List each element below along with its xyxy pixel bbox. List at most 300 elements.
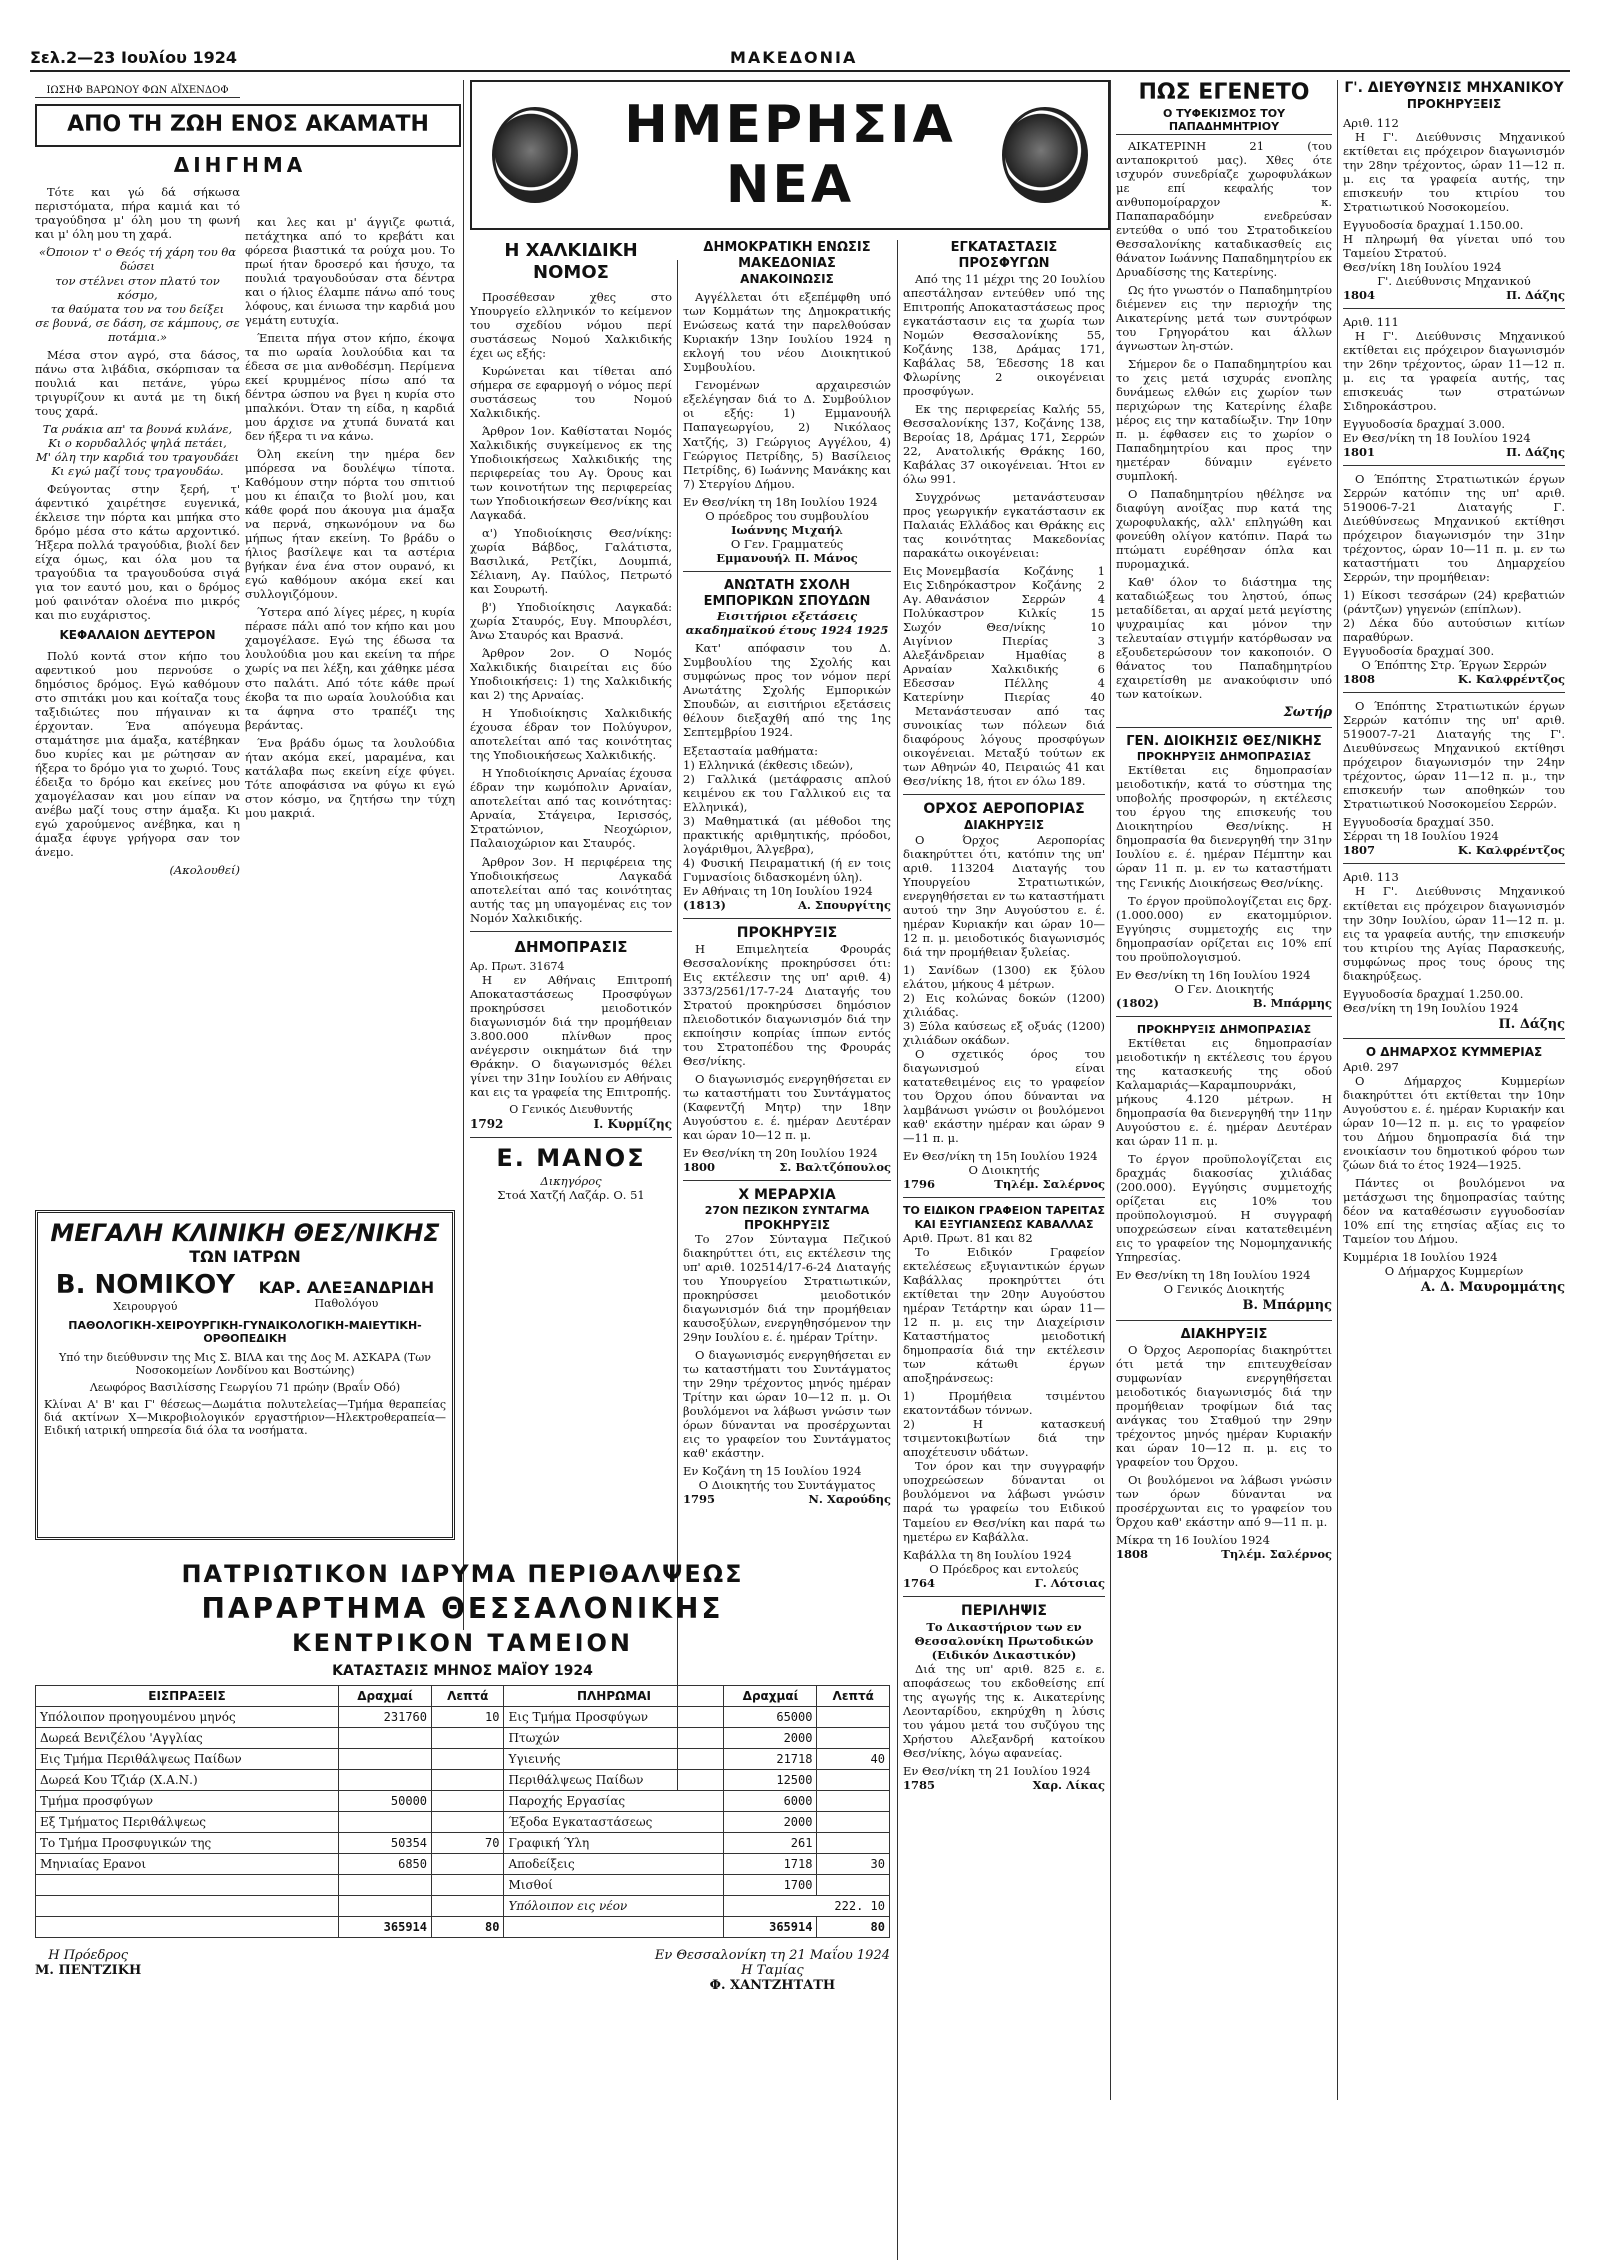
table-cell: 6000 (724, 1791, 817, 1812)
byline: ΙΩΣΗΦ ΒΑΡΩΝΟΥ ΦΩΝ ΑΪΧΕΝΔΟΦ (35, 85, 240, 98)
notice-number: Αρ. Πρωτ. 31674 (470, 959, 565, 973)
table-cell (817, 1833, 890, 1854)
signatory: Τηλέμ. Σαλέρνος (1221, 1547, 1332, 1562)
settlement-cell: Πιερίας (1002, 634, 1049, 649)
col-header: ΕΙΣΠΡΑΞΕΙΣ (36, 1686, 339, 1707)
article-paragraph: Άρθρον 2ον. Ο Νομός Χαλκιδικής διαιρείται εις δύο Υποδιοικήσεις: 1) της Χαλκιδικής και 2) της Αρναίας. (470, 646, 672, 703)
notice-date: Εν Θεσ/νίκη τη 20η Ιουλίου 1924 (683, 1145, 878, 1160)
notice-paragraph: Το έργον προϋπολογίζεται εις δραχμάς διακοσίας χιλιάδας (200.000). Εγγύησις συμμετοχής ορίζεται εις 10% του προϋπολογισμού. Η συγγραφή υποχρεώσεων είναι κατατεθειμένη εις το γραφείον της Νομομηχανικής Υπηρεσίας. (1116, 1152, 1332, 1265)
exam-subject: 1) Ελληνικά (έκθεσις ιδεών), (683, 757, 854, 772)
notice-date: Μίκρα τη 16 Ιουλίου 1924 (1116, 1533, 1270, 1548)
column-7 (1343, 80, 1565, 1302)
exam-subject: 3) Μαθηματικά (αι μέθοδοι της πρακτικής αριθμητικής, πρόοδοι, λογάριθμοι, Άλγεβρα), (683, 813, 891, 856)
notice-payment: Η πληρωμή θα γίνεται υπό του Ταμείου Στρατού. (1343, 231, 1565, 260)
report-table (35, 1685, 890, 1938)
table-cell (432, 1749, 504, 1770)
notice-deposit: Εγγυοδοσία δραχμαί 1.250.00. (1343, 986, 1524, 1001)
poem-line: Τα ρυάκια απ' τα βουνά κυλάνε, (42, 421, 233, 436)
notice-item: 1) Είκοσι τεσσάρων (24) κρεβατιών (ράντζων) γηγενών (επίπλων). (1343, 588, 1565, 617)
notice-paragraph: Ο Όρχος Αεροπορίας διακηρύττει ότι μετά την επιτευχθείσαν συμφωνίαν ενεργηθήσεται μειοδοτικός διαγωνισμός διά την προμήθειαν τροφίμων διά τας ανάγκας του Σταθμού την 29ην τρέχοντος μηνός ημέραν Κυριακήν και ώραν 10—12 π. μ. εις το γραφείον του Όρχου. (1116, 1343, 1332, 1470)
table-cell (339, 1812, 432, 1833)
divider (683, 1180, 891, 1181)
doctor-specialty: Παθολόγου (314, 1297, 379, 1310)
total-payments: 365914 (724, 1917, 817, 1938)
notice-paragraph: Ο Έπόπτης Στρατιωτικών έργων Σερρών κατόπιν της υπ' αριθ. 519006-7-21 Διαταγής Γ. Διεύθύνσεως Μηχανικού εκτίθησι πρόχειρον διαγωνισμόν την 31ην τρέχοντος, ώραν 10—11 π. μ. εν τω καταστήματι του Δημαρχείου Σερρών, την προμήθειαν: (1343, 472, 1565, 585)
notice-subtitle: ΠΡΟΚΗΡΥΞΕΙΣ (1406, 97, 1502, 112)
settlement-cell: Αιγίνιον (903, 634, 953, 649)
coin-emblem (492, 107, 578, 203)
col-header: Λεπτά (817, 1686, 890, 1707)
table-cell (432, 1791, 504, 1812)
poem-line: σε βουνά, σε δάση, σε κάμπους, σε ποτάμια.» (35, 315, 240, 344)
notice-subtitle: ΔΙΑΚΗΡΥΞΙΣ (963, 818, 1045, 833)
notice-title: ΓΕΝ. ΔΙΟΙΚΗΣΙΣ ΘΕΣ/ΝΙΚΗΣ (1126, 734, 1322, 750)
table-cell: Δωρεά Κου Τζιάρ (Χ.Α.Ν.) (36, 1770, 339, 1791)
table-cell: 70 (432, 1833, 504, 1854)
exam-subject: Εξετασταία μαθήματα: (683, 743, 819, 758)
coin-emblem (1002, 107, 1088, 203)
notice-title: ΕΓΚΑΤΑΣΤΑΣΙΣ ΠΡΟΣΦΥΓΩΝ (950, 240, 1058, 271)
notice-paragraph: Η Γ'. Διεύθυνσις Μηχανικού εκτίθεται εις πρόχειρον διαγωνισμόν την 30ην Ιουλίου, ώραν 11—12 π. μ. εις τα γραφεία αυτής, την επισκευήν του κτιρίου της Αγίας Παρασκευής, συμφώνως προς τους όρους της διακηρύξεως. (1343, 884, 1565, 983)
divider (1343, 465, 1565, 466)
column-6 (1116, 80, 1332, 1561)
story-paragraph: Όλη εκείνη την ημέρα δεν μπόρεσα να δουλέψω τίποτα. Καθόμουν στην πόρτα του σπιτιού μου κι έπαιζα το βιολί μου, και κάθε φορά που άκουγα μια άμαξα να περνά, σηκωνόμουν να δω μήπως ήταν εκείνη. Το βράδυ ο ήλιος βασίλεψε και τα αστέρια βγήκαν ένα ένα στον ουρανό, κι εγώ καθόμουν ακόμα εκεί και συλλογιζόμουν. (245, 447, 455, 602)
table-cell: 50354 (339, 1833, 432, 1854)
notice-paragraph: Οι βουλόμενοι να λάβωσι γνώσιν των όρων δύνανται να προσέρχωνται εις το γραφείον του Όρχου καθ' εκάστην από 9—11 π. μ. (1116, 1473, 1332, 1530)
notice-paragraph: Ο διαγωνισμός ενεργηθήσεται εν τω καταστήματι του Συντάγματος την 29ην τρέχοντος μηνός ημέραν Τρίτην και ώραν 10—12 π. μ. Οι βουλόμενοι να λάβωσι γνώσιν των όρων δύνανται να προσέρχωνται εις το γραφείον του Συντάγματος καθ' εκάστην. (683, 1348, 891, 1461)
settlement-row (903, 578, 1105, 592)
table-row (36, 1770, 890, 1791)
article-subtitle: Ο ΤΥΦΕΚΙΣΜΟΣ ΤΟΥ ΠΑΠΑΔΗΜΗΤΡΙΟΥ (1116, 107, 1332, 135)
table-cell: 10 (432, 1707, 504, 1728)
notice-date: Εν Αθήναις τη 10η Ιουλίου 1924 (683, 883, 873, 898)
notice-subtitle: 27ΟΝ ΠΕΖΙΚΟΝ ΣΥΝΤΑΓΜΑ (704, 1204, 870, 1218)
table-cell: Τμήμα προσφύγων (36, 1791, 339, 1812)
settlement-cell: 15 (1090, 606, 1105, 621)
settlement-list (903, 564, 1105, 704)
settlement-row (903, 592, 1105, 606)
lawyer-name: Ε. ΜΑΝΟΣ (496, 1144, 646, 1173)
notice-date: Σέρραι τη 18 Ιουλίου 1924 (1343, 829, 1499, 844)
balance-value: 222. 10 (724, 1896, 890, 1917)
table-row (36, 1854, 890, 1875)
table-cell: Πτωχών (504, 1728, 724, 1749)
story-paragraph: Τότε και γώ δά σήκωσα περιστόματα, πήρα καμιά και τό τραγούδησα μ' όλη μου τη φωνή και μ' όλη μου τη χαρά. (35, 185, 240, 242)
notice-paragraph: Διά της υπ' αριθ. 825 ε. ε. αποφάσεως του εκδοθείσης επί της αγωγής της κ. Αικατερίνης Λεονταρίδου, εκηρύχθη η λύσις του γάμου μετά του συζύγου της Χρήστου Αλεξανδρή κατοίκου Θεσ/νίκης, λόγω αφανείας. (903, 1661, 1105, 1760)
settlement-cell: Πολύκαστρον (903, 606, 985, 621)
signatory: Β. Μπάρμης (1242, 1298, 1332, 1314)
table-cell: Εις Τμήμα Προσφύγων (504, 1707, 724, 1728)
signatory: Α. Δ. Μαυρομμάτης (1420, 1280, 1565, 1296)
notice-title: ΑΝΩΤΑΤΗ ΣΧΟΛΗ ΕΜΠΟΡΙΚΩΝ ΣΠΟΥΔΩΝ (703, 577, 871, 609)
clinic-subtitle: ΤΩΝ ΙΑΤΡΩΝ (189, 1247, 301, 1266)
poem-line: Μ' όλη την καρδιά του τραγουδάει (35, 449, 240, 464)
notice-ref: 1808 (1116, 1547, 1149, 1562)
notice-paragraph: Μετανάστευσαν από τας συνοικίας των πόλεων διά διαφόρους λόγους προσφύγων οικογένειαι. Μεταξύ τούτων εκ των Αθηνών 40, Πειραιώς 41 και Θεσ/νίκης 18, ήτοι εν όλω 189. (903, 704, 1105, 789)
foundation-report (35, 1560, 890, 1993)
notice-item: 1) Προμήθεια τσιμέντου εκατοντάδων τόννων. (903, 1389, 1105, 1418)
notice-ref: 1807 (1343, 843, 1376, 858)
settlement-cell: Θεσ/νίκης (986, 620, 1046, 635)
table-cell: Υγιεινής (504, 1749, 724, 1770)
signatory: Ιωάννης Μιχαήλ (731, 522, 843, 537)
notice-paragraph: Η Γ'. Διεύθυνσις Μηχανικού εκτίθεται εις πρόχειρον διαγωνισμόν την 28ην τρέχοντος, ώραν 11—12 π. μ. εις τα γραφεία αυτής, την επισκευήν του κτιρίου του Στρατιωτικού Νοσοκομείου. (1343, 129, 1565, 214)
notice-subtitle: ΠΡΟΚΗΡΥΞΙΣ ΔΗΜΟΠΡΑΣΙΑΣ (1136, 749, 1312, 763)
notice-paragraph: Αγγέλλεται ότι εξεπέμφθη υπό των Κομμάτων της Δημοκρατικής Ενώσεως κατά την παρελθούσαν Κυριακήν 13ην Ιουλίου 1924 η εκλογή του νέου Διοικητικού Συμβουλίου. (683, 290, 891, 375)
divider (903, 794, 1105, 795)
article-paragraph: Καθ' όλον το διάστημα της καταδιώξεως του ληστού, όπως μεταδίδεται, αι αρχαί μετά μεγίστης ψυχραιμίας και μόνον την τελευταίαν στιγμήν κατόρθωσαν να εξουδετερώσουν τον κακοποιόν. Ο θάνατος του Παπαδημητρίου εχαιρετίσθη με ανακούφισιν υπό των κατοίκων. (1116, 575, 1332, 702)
notice-item: 2) Δέκα δύο αυτούσιων κιτίων παραθύρων. (1343, 616, 1565, 645)
signature-label: Ο Γεν. Γραμματεύς (730, 536, 844, 551)
notice-date: Εν Κοζάνη τη 15 Ιουλίου 1924 (683, 1464, 862, 1479)
signature-label: Ο Γεν. Διοικητής (1174, 981, 1274, 996)
notice-paragraph: Η Επιμελητεία Φρουράς Θεσσαλονίκης προκηρύσσει ότι: Εις εκτέλεσιν της υπ' αριθ. 4) 3373/2561/17-7-24 Διαταγής του Στρατού προκηρύσσει δημόσιον πλειοδοτικόν διαγωνισμόν διά την εκποίησιν κοπρίας ίππων εντός του Στρατοπέδου της Φρουράς Θεσ/νίκης. (683, 941, 891, 1068)
clinic-advertisement (35, 1210, 455, 1540)
table-cell (817, 1875, 890, 1896)
notice-deposit: Εγγυοδοσία δραχμαί 3.000. (1343, 417, 1506, 432)
signatory: Εμμανουήλ Π. Μάνος (716, 550, 858, 565)
col-header: Λεπτά (432, 1686, 504, 1707)
signatory: Α. Σπουργίτης (797, 897, 891, 912)
settlement-cell: Αγ. Αθανάσιον (903, 592, 990, 607)
exam-subject: 2) Γαλλικά (μετάφρασις απλού κειμένου εκ του Γαλλικού εις τα Ελληνικά), (683, 771, 891, 814)
notice-paragraph: Ο Δήμαρχος Κυμμερίων διακηρύττει ότι εκτίθεται την 10ην Αυγούστου ε. έ. ημέραν Κυριακήν και ώραν 10—12 π. μ. εις το γραφείον του Δήμου δημοπρασία διά την ενοικίασιν του δημοτικού φόρου των ζώων διά το έτος 1924—1925. (1343, 1074, 1565, 1173)
signatory: Β. Μπάρμης (1252, 995, 1332, 1010)
signatory: Π. Δάζης (1498, 1016, 1565, 1032)
notice-ref: 1796 (903, 1177, 936, 1192)
signature-label: Ο Δήμαρχος Κυμμερίων (1384, 1264, 1524, 1279)
notice-ref: (1802) (1116, 995, 1159, 1010)
column-5 (903, 240, 1105, 1792)
settlement-cell: Εδεσσαν (903, 676, 955, 691)
table-cell: 2000 (724, 1812, 817, 1833)
poem (35, 245, 240, 343)
table-cell: 50000 (339, 1791, 432, 1812)
settlement-row (903, 634, 1105, 648)
settlement-cell: 4 (1097, 592, 1105, 607)
notice-subtitle: Εισιτήριοι εξετάσεις ακαδημαϊκού έτους 1924 1925 (685, 609, 889, 638)
table-cell: Γραφική Ύλη (504, 1833, 724, 1854)
settlement-cell: Χαλκιδικής (991, 662, 1059, 677)
table-cell (432, 1770, 504, 1791)
poem (35, 422, 240, 478)
settlement-row (903, 648, 1105, 662)
notice-paragraph: Εκ της περιφερείας Καλής 55, Θεσσαλονίκης 137, Κοζάνης 138, Βεροίας 18, Δράμας 171, Σερρών 22, Ανατολικής Θράκης 160, Καβάλας 37 οικογένειαι. Ήτοι εν όλω 991. (903, 401, 1105, 486)
total-receipts: 365914 (339, 1917, 432, 1938)
clinic-note: Υπό την διεύθυνσιν της Μις Σ. ΒΙΛΑ και της Δος Μ. ΑΣΚΑΡΑ (Των Νοσοκομείων Λονδίνου και Βοστώνης) (59, 1351, 431, 1377)
settlement-row (903, 564, 1105, 578)
settlement-cell: Σερρών (1021, 592, 1066, 607)
column-rule (463, 80, 464, 1630)
table-row (36, 1707, 890, 1728)
notice-title: ΠΡΟΚΗΡΥΞΙΣ (736, 924, 838, 941)
settlement-cell: 10 (1090, 620, 1105, 635)
notice-ref: 1785 (903, 1777, 936, 1792)
signatory: Χαρ. Λίκας (1032, 1777, 1105, 1792)
column-3 (470, 240, 672, 1202)
table-cell: 1718 (724, 1854, 817, 1875)
divider (1343, 692, 1565, 693)
poem-line: Κι εγώ μαζί τους τραγουδάω. (51, 463, 224, 478)
settlement-cell: Σωχόν (903, 620, 942, 635)
table-cell: Υπόλοιπον προηγουμένου μηνός (36, 1707, 339, 1728)
notice-signatory: Ι. Κυρμίζης (593, 1116, 672, 1131)
article-paragraph: Ως ήτο γνωστόν ο Παπαδημητρίου διέμενεν εις την περιοχήν της Αικατερίνης μετά των συντρόφων του Γρηγοράτου και άλλων άγνωστων λη-στών. (1116, 282, 1332, 353)
notice-paragraph: Η Γ'. Διεύθυνσις Μηχανικού εκτίθεται εις πρόχειρον διαγωνισμόν την 26ην τρέχοντος, ώραν 11—12 π. μ. εις τα γραφεία αυτής, τας επισκευάς των στρατώνων Σιδηροκάστρου. (1343, 328, 1565, 413)
table-cell: Έξοδα Εγκαταστάσεως (504, 1812, 724, 1833)
notice-paragraph: Το έργον προϋπολογίζεται εις δρχ. (1.000.000) εν εκατομμύριον. Εγγύησις συμμετοχής εις την δημοπρασίαν ορίζεται εις 10% επί του προϋπολογισμού. (1116, 893, 1332, 964)
poem-line: τα θαύματα του να του δείξει (50, 301, 225, 316)
notice-number: Αριθ. 112 (1343, 115, 1399, 130)
settlement-cell: Εις Σιδηρόκαστρον (903, 578, 1016, 593)
article-author: Σωτήρ (1283, 705, 1332, 721)
notice-date: Εν Θεσ/νίκη τη 15η Ιουλίου 1924 (903, 1149, 1098, 1164)
notice-paragraph: Ο διαγωνισμός ενεργηθήσεται εν τω καταστήματι του Συντάγματος (Καφεντζή Μητρ) την 18ην Αυγούστου ε. έ. ημέραν Δευτέραν και ώραν 10—12 π. μ. (683, 1071, 891, 1142)
divider (683, 918, 891, 919)
notice-item: 1) Σανίδων (1300) εκ ξύλου ελάτου, μήκους 4 μέτρων. (903, 963, 1105, 992)
notice-date: Κυμμέρια 18 Ιουλίου 1924 (1343, 1250, 1498, 1265)
signature-label: Ο Διοικητής (968, 1163, 1040, 1178)
table-cell: 12500 (724, 1770, 817, 1791)
newspaper-name: ΜΑΚΕΔΟΝΙΑ (730, 48, 858, 67)
table-cell: Περιθάλψεως Παίδων (504, 1770, 724, 1791)
notice-paragraph: Το Ειδικόν Γραφείον εκτελέσεως εξυγιαντικών έργων Καβάλλας προκηρύττει ότι εκτίθεται την 20ην Αυγούστου ημέραν Τετάρτην και ώραν 11—12 π. μ. εις την Διαχείρισιν Καταστήματος μειοδοτική δημοπρασία διά την εκτέλεσιν των κάτωθι έργων αποξηράνσεως: (903, 1245, 1105, 1386)
settlement-row (903, 676, 1105, 690)
signatory: Κ. Καλφρέντζος (1457, 672, 1565, 687)
table-cell: 21718 (724, 1749, 817, 1770)
signatory: Γ. Λότσιας (1034, 1575, 1105, 1590)
table-cell (36, 1875, 339, 1896)
divider (1116, 727, 1332, 728)
column-4 (683, 240, 891, 1506)
table-cell (339, 1749, 432, 1770)
notice-title: Χ ΜΕΡΑΡΧΙΑ (738, 1187, 836, 1204)
poem-line: Κι ο κορυδαλλός ψηλά πετάει, (48, 435, 227, 450)
signature-label: Ο Γενικός Διοικητής (1163, 1282, 1285, 1297)
article-paragraph: Προσέθεσαν χθες στο Υπουργείο ελληνικόν το κείμενον του σχεδίου νόμου περί συστάσεως Νομού Χαλκιδικής έχει ως εξής: (470, 289, 672, 360)
table-cell (432, 1875, 504, 1896)
divider (1343, 308, 1565, 309)
story-paragraph: Ένα βράδυ όμως τα λουλούδια ήταν ακόμα εκεί, μαραμένα, και κατάλαβα πως εκείνη είχε φύγει. Τότε αποφάσισα να φύγω κι εγώ στον κόσμο, να ζητήσω την τύχη μου μακριά. (245, 735, 455, 820)
story-paragraph: Φεύγοντας στην ξερή, τ' άφεντικό χαιρέτησε ευγενικά, έκλεισε την πόρτα και μπήκα στο δρόμο μέσα στο κάτω αρχοντικό. Ήξερα πολλά τραγούδια, βιολί δεν είχα όμως, και όλα μου τα τραγούδια τα τραγουδούσα σιγά για τον εαυτό μου, και ο δρόμος μού φαινόταν ολοένα πιο μικρός και πιο ευχάριστος. (35, 481, 240, 622)
report-heading: ΚΑΤΑΣΤΑΣΙΣ ΜΗΝΟΣ ΜΑΪΟΥ 1924 (332, 1663, 593, 1679)
notice-ref: 1800 (683, 1160, 716, 1174)
clinic-address: Λεωφόρος Βασιλίσσης Γεωργίου 71 πρώην (Βραΐν Οδό) (89, 1381, 401, 1394)
settlement-cell: 40 (1090, 690, 1105, 705)
article-paragraph: Κυρώνεται και τίθεται από σήμερα σε εφαρμογή ο νόμος περί συστάσεως του Νομού Χαλκιδικής. (470, 363, 672, 421)
notice-deposit: Εγγυοδοσία δραχμαί 1.150.00. (1343, 217, 1524, 232)
divider (1343, 1038, 1565, 1039)
article-paragraph: Άρθρον 1ον. Καθίσταται Νομός Χαλκιδικής συγκείμενος εκ της Υποδιοικήσεως Χαλκιδικής της περιφερείας του Αγ. Όρους και των κοινοτήτων της περιφερείας των Υποδιοικήσεων Θεσ/νίκης και Λαγκαδά. (470, 424, 672, 523)
column-rule (1337, 80, 1338, 2100)
notice-number: Αριθ. 113 (1343, 870, 1399, 885)
settlement-row (903, 690, 1105, 704)
notice-number: Αριθ. 297 (1343, 1060, 1399, 1075)
notice-title: ΔΙΑΚΗΡΥΞΙΣ (1180, 1327, 1268, 1343)
notice-date: Εν Θεσ/νίκη τη 18 Ιουλίου 1924 (1343, 431, 1531, 446)
article-paragraph: Άρθρον 3ον. Η περιφέρεια της Υποδιοικήσεως Λαγκαδά αποτελείται από τας κοινότητας αυτής τας μη υπαγομένας εις τον Νομόν Χαλκιδικής. (470, 854, 672, 925)
settlement-cell: 3 (1097, 634, 1105, 649)
table-row (36, 1812, 890, 1833)
notice-number: Αριθ. 111 (1343, 314, 1399, 329)
table-cell (432, 1812, 504, 1833)
daily-news-masthead (470, 80, 1110, 230)
table-cell (817, 1707, 890, 1728)
poem-line: «Όποιον τ' ο Θεός τή χάρη του θα δώσει (38, 245, 237, 274)
divider (683, 571, 891, 572)
table-cell (817, 1728, 890, 1749)
notice-deposit: Εγγυοδοσία δραχμαί 350. (1343, 815, 1495, 830)
lawyer-profession: Δικηγόρος (540, 1173, 602, 1188)
notice-title: ΔΗΜΟΠΡΑΣΙΣ (514, 937, 628, 956)
total-payments-cents: 80 (817, 1917, 890, 1938)
notice-title: ΔΗΜΟΚΡΑΤΙΚΗ ΕΝΩΣΙΣ ΜΑΚΕΔΟΝΙΑΣ (703, 240, 871, 271)
settlement-cell: Αρναίαν (903, 662, 953, 677)
notice-date: Εν Θεσ/νίκη τη 18η Ιουλίου 1924 (1116, 1268, 1311, 1283)
lawyer-address: Στοά Χατζή Λαζάρ. Ο. 51 (497, 1187, 645, 1202)
article-title: ΠΩΣ ΕΓΕΝΕΤΟ (1138, 80, 1310, 105)
notice-item: 3) Ξύλα καύσεως εξ οξυάς (1200) χιλιάδων οκάδων. (903, 1019, 1105, 1048)
signature-label: Ο Έπόπτης Στρ. Έργων Σερρών (1361, 658, 1547, 673)
divider (470, 1137, 672, 1138)
president-name: Μ. ΠΕΝΤΖΙΚΗ (35, 1963, 142, 1978)
table-row (36, 1791, 890, 1812)
table-cell: Μισθοί (504, 1875, 724, 1896)
clinic-title: ΜΕΓΑΛΗ ΚΛΙΝΙΚΗ ΘΕΣ/ΝΙΚΗΣ (50, 1219, 440, 1247)
table-cell: Μηνιαίας Ερανοι (36, 1854, 339, 1875)
signatory: Π. Δάζης (1506, 287, 1565, 302)
signature-label: Ο Πρόεδρος και εντολεύς (929, 1561, 1079, 1576)
notice-date: Θεσ/νίκη τη 19η Ιουλίου 1924 (1343, 1000, 1519, 1015)
notice-subtitle: ΑΝΑΚΟΙΝΩΣΙΣ (740, 271, 834, 286)
story-paragraph: Πολύ κοντά στον κήπο του αφεντικού μου περνούσε ο δημόσιος δρόμος. Εγώ καθόμουν στο σπιτάκι μου και κοίταζα τους ταξιδιώτες που πήγαιναν κι έρχονταν. Ένα απόγευμα σταμάτησε μια άμαξα, κατέβηκαν δυο κυρίες και με ρώτησαν αν ήξερα το δρόμο για το χωριό. Τους έδειξα το δρόμο και εκείνες μου χαμογέλασαν και μου είπαν να ανέβω μαζί τους στην άμαξα. Κι εγώ χαρούμενος ανέβηκα, και η άμαξα έφυγε γρήγορα σαν τον άνεμο. (35, 648, 240, 859)
notice-paragraph: Τον όρον και την συγγραφήν υποχρεώσεων δύνανται οι βουλόμενοι να λάβωσι γνώσιν παρά τω γραφείω του Ειδικού Ταμείου εν Θεσ/νίκη και παρά τω ημετέρω εν Καβάλλα. (903, 1459, 1105, 1544)
exam-subject: 4) Φυσική Πειραματική (ή εν τοις Γυμνασίοις διδασκομένη ύλη). (683, 855, 891, 884)
notice-date: Εν Θεσ/νίκη τη 21 Ιουλίου 1924 (903, 1763, 1091, 1778)
settlement-cell: 1 (1097, 564, 1105, 579)
settlement-cell: 2 (1097, 578, 1105, 593)
settlement-cell: Εις Μονεμβασία (903, 564, 1000, 579)
table-cell: 261 (724, 1833, 817, 1854)
settlement-cell: 6 (1097, 662, 1105, 677)
notice-date: Εν Θεσ/νίκη τη 18η Ιουλίου 1924 (683, 494, 878, 509)
column-rule (897, 240, 898, 2260)
foundation-branch: ΠΑΡΑΡΤΗΜΑ ΘΕΣΣΑΛΟΝΙΚΗΣ (201, 1592, 724, 1625)
treasurer-label: Η Ταμίας (741, 1963, 804, 1978)
clinic-rooms: Κλίναι Α' Β' και Γ' θέσεως—Δωμάτια πολυτελείας—Τμήμα θεραπείας διά ακτίνων Χ—Μικροβιολογικόν εργαστήριον—Ηλεκτροθεραπεία—Ειδική ιατρική υπηρεσία διά όλα τα νοσήματα. (44, 1398, 446, 1437)
settlement-cell: Κοζάνης (1031, 578, 1082, 593)
notice-paragraph: Εκτίθεται εις δημοπρασίαν μειοδοτικήν, κατά το σύστημα της υποβολής προσφορών, η εκτέλεσις του έργου της επισκευής του Διοικητηρίου Θεσ/νίκης. Η δημοπρασία θα διενεργηθή την 31ην Ιουλίου ε. έ. ημέραν Πέμπτην και ώραν 11 π. μ. εν τω καταστήματι της Γενικής Διοικήσεως Θεσ/νίκης. (1116, 763, 1332, 890)
exam-subjects (683, 744, 891, 884)
settlement-cell: 8 (1097, 648, 1105, 663)
notice-date: Εν Θεσ/νίκη τη 16η Ιουλίου 1924 (1116, 967, 1311, 982)
article-paragraph: Η Υποδιοίκησις Χαλκιδικής έχουσα έδραν τον Πολύγυρον, αποτελείται από τας κοινότητας της Υποδιοικήσεως Χαλκιδικής. (470, 706, 672, 763)
divider (1343, 863, 1565, 864)
notice-number: Αριθ. Πρωτ. 81 και 82 (903, 1231, 1033, 1246)
settlement-cell: Κιλκίς (1017, 606, 1057, 621)
to-be-continued: (Ακολουθεί) (169, 862, 240, 877)
table-cell: 65000 (724, 1707, 817, 1728)
article-paragraph: Η Υποδιοίκησις Αρναίας έχουσα έδραν την κωμόπολιν Αρναίαν, αποτελείται από τας κοινότητας: Αρναία, Στάγειρα, Ιερισσός, Στρατώνιον, Νεοχώριον, Παλαιοχώριον και Σταυρός. (470, 766, 672, 851)
table-cell: 231760 (339, 1707, 432, 1728)
balance-label: Υπόλοιπον εις νέον (504, 1896, 724, 1917)
table-cell: Εις Τμήμα Περιθάλψεως Παίδων (36, 1749, 339, 1770)
divider (903, 1197, 1105, 1198)
signatory: Κ. Καλφρέντζος (1457, 843, 1565, 858)
notice-paragraph: Ο Όρχος Αεροπορίας διακηρύττει ότι, κατόπιν της υπ' αριθ. 113204 Διαταγής του Υπουργείου Στρατιωτικών, ενεργηθήσεται εν τω καταστήματι αυτού την 3ην Αυγούστου ε. έ. ημέραν Κυριακήν και ώραν 10—12 π. μ. μειοδοτικός διαγωνισμός διά την προμήθειαν ξυλείας. (903, 832, 1105, 960)
table-cell: Αποδείξεις (504, 1854, 724, 1875)
table-cell (817, 1770, 890, 1791)
treasurer-name: Φ. ΧΑΝΤΖΗΤΑΤΗ (709, 1978, 836, 1993)
notice-ref: 1804 (1343, 287, 1376, 302)
settlement-cell: Αλεξάνδρειαν (903, 648, 985, 663)
divider (903, 1596, 1105, 1597)
signatory: Π. Δάζης (1506, 445, 1565, 460)
settlement-cell: Κοζάνης (1023, 564, 1074, 579)
divider (1116, 1320, 1332, 1321)
column-rule (1110, 80, 1111, 2100)
table-cell (817, 1791, 890, 1812)
col-header: Δραχμαί (339, 1686, 432, 1707)
notice-ref: 1808 (1343, 672, 1376, 687)
table-cell: 2000 (724, 1728, 817, 1749)
notice-signature-label: Ο Γενικός Διευθυντής (509, 1103, 633, 1117)
table-cell: Το Τμήμα Προσφυγικών της (36, 1833, 339, 1854)
story-genre: ΔΙΗΓΗΜΑ (173, 153, 307, 178)
foundation-title: ΠΑΤΡΙΩΤΙΚΟΝ ΙΔΡΥΜΑ ΠΕΡΙΘΑΛΨΕΩΣ (181, 1560, 744, 1588)
notice-paragraph: Από της 11 μέχρι της 20 Ιουλίου απεστάλησαν εντεύθεν υπό της Επιτροπής Αποκαταστάσεως προς εγκατάστασιν εις τα χωρία των Νομών Θεσσαλονίκης 55, Κοζάνης 138, Δράμας 171, Καβάλας 58, Έδεσσης 18 και Φλωρίνης 2 οικογένειαι προσφύγων. (903, 271, 1105, 398)
story-column-2 (245, 215, 455, 824)
notice-deposit: Εγγυοδοσία δραχμαί 300. (1343, 644, 1495, 659)
notice-paragraph: Η εν Αθήναις Επιτροπή Αποκαταστάσεως Προσφύγων προκηρύσσει μειοδοτικόν διαγωνισμόν διά την προμήθειαν 3.800.000 πλίνθων προς ανέγερσιν οικημάτων διά την Θράκην. Ο διαγωνισμός θέλει γίνει την 31ην Ιουλίου εν Αθήναις και εις τα γραφεία της Επιτροπής. (470, 973, 672, 1100)
story-paragraph: Έπειτα πήγα στον κήπο, έκοψα τα πιο ωραία λουλούδια και τα έδεσα σε μια ανθοδέσμη. Περίμενα εκεί κρυμμένος πίσω από τα δέντρα ώσπου να βγει η κυρία στο μπαλκόνι. Όταν τη είδα, η καρδιά μου άρχισε να χτυπά δυνατά και δεν ήξερα τι να κάνω. (245, 331, 455, 444)
divider (1116, 1016, 1332, 1017)
doctor-specialty: Χειρουργού (113, 1300, 178, 1313)
doctor-name: Β. ΝΟΜΙΚΟΥ (55, 1270, 236, 1300)
notice-paragraph: Κατ' απόφασιν του Δ. Συμβουλίου της Σχολής και συμφώνως προς τον νόμον περί Ανωτάτης Σχολής Εμπορικών Σπουδών, αι εισιτήριοι εξετάσεις θέλουν διεξαχθή από της 1ης Σεπτεμβρίου 1924. (683, 641, 891, 740)
article-paragraph: α') Υποδιοίκησις Θεσ/νίκης: χωρία Βάβδος, Γαλάτιστα, Βασιλικά, Ρετζίκι, Δουμπιά, Σέλιανη, Αγ. Παύλος, Πετρωτό και Σουρωτή. (470, 526, 672, 597)
table-cell (432, 1854, 504, 1875)
clinic-specialties: ΠΑΘΟΛΟΓΙΚΗ-ΧΕΙΡΟΥΡΓΙΚΗ-ΓΥΝΑΙΚΟΛΟΓΙΚΗ-ΜΑΙΕΥΤΙΚΗ-ΟΡΘΟΠΕΔΙΚΗ (68, 1319, 422, 1345)
notice-date: Καβάλλα τη 8η Ιουλίου 1924 (903, 1547, 1072, 1562)
col-header: Δραχμαί (724, 1686, 817, 1707)
article-paragraph: β') Υποδιοίκησις Λαγκαδά: χωρία Σταυρός, Ευγ. Μπουρλέσι, Άνω Σταυρός και Βρασνά. (470, 600, 672, 643)
article-paragraph: Σήμερον δε ο Παπαδημητρίου και το χεις μετά ισχυράς ενοπλης δυνάμεως ελθών εις χωρίον των περιχώρων της Κατερίνης έλαβε μέρος εις την καταδίωξιν. Την 10ην π. μ. έφθασεν εις το χωρίον ο Παπαδημητρίου και προς την ημετέραν δύναμιν εγένετο συμπλοκή. (1116, 356, 1332, 483)
notice-paragraph: Το 27ον Σύνταγμα Πεζικού διακηρύττει ότι, εις εκτέλεσιν της υπ' αριθ. 102514/17-6-24 Διαταγής του Υπουργείου Στρατιωτικών, προκηρύσσει μειοδοτικόν διαγωνισμόν διά την προμήθειαν καυσοξύλων, ενεργηθησόμενον την 29ην Ιουλίου ε. έ. ημέραν Τρίτην. (683, 1232, 891, 1345)
foundation-treasury: ΚΕΝΤΡΙΚΟΝ ΤΑΜΕΙΟΝ (291, 1629, 634, 1657)
table-cell (339, 1728, 432, 1749)
story-paragraph: και λες και μ' άγγιζε φωτιά, πετάχτηκα από το κρεβάτι και φόρεσα βιαστικά τα ρούχα μου. Το πρωί ήταν δροσερό και ήσυχο, τα πουλιά τραγουδούσαν στα δέντρα και ο ήλιος έλαμπε πάνω από τους λόφους, και ένιωσα την καρδιά μου γεμάτη ευτυχία. (245, 215, 455, 328)
table-row (36, 1833, 890, 1854)
divider (470, 931, 672, 932)
article-title: Η ΧΑΛΚΙΔΙΚΗ ΝΟΜΟΣ (504, 240, 638, 283)
page-date: Σελ.2—23 Ιουλίου 1924 (30, 48, 238, 67)
notice-title: Γ'. ΔΙΕΥΘΥΝΣΙΣ ΜΗΧΑΝΙΚΟΥ (1344, 80, 1564, 96)
notice-title: ΟΡΧΟΣ ΑΕΡΟΠΟΡΙΑΣ (923, 801, 1085, 818)
notice-paragraph: Ο Έπόπτης Στρατιωτικών έργων Σερρών κατόπιν της υπ' αριθ. 519007-7-21 Διαταγής της Γ'. Διευθύνσεως Μηχανικού εκτίθησι πρόχειρον διαγωνισμόν την 24ην τρέχοντος, ώραν 11—12 π. μ., την επισκευήν των αποθηκών του Στρατιωτικού Νοσοκομείου Σερρών. (1343, 699, 1565, 812)
settlement-row (903, 606, 1105, 620)
settlement-cell: Πέλλης (1004, 676, 1049, 691)
chapter-heading: ΚΕΦΑΛΑΙΟΝ ΔΕΥΤΕΡΟΝ (59, 627, 216, 642)
article-paragraph: ΑΙΚΑΤΕΡΙΝΗ 21 (του ανταποκριτού μας). Χθες ότε ισχυρόν συνεδρίαζε χωροφυλάκων με επί κεφαλής τον ανθυπομοίραρχον κ. Παπαπαραδόμην ενεδρεύσαν εντεύθα ο υπό του Στρατοδικείου Θεσσαλονίκης καταδικασθείς εις θάνατον Ιωάννης Παπαδημητρίου εκ Δρυαδίσσης της Κατερίνης. (1116, 138, 1332, 279)
page-header (30, 48, 1570, 72)
signatory: Ν. Χαρούδης (808, 1492, 891, 1507)
signature-label: Ο πρόεδρος του συμβουλίου (705, 508, 869, 523)
table-row (36, 1749, 890, 1770)
notice-paragraph: Συγχρόνως μετανάστευσαν προς γεωργικήν εγκατάστασιν εκ Παλαιάς Ελλάδος και Θράκης εις τας κοινότητας Μακεδονίας παρακάτω οικογένειαι: (903, 489, 1105, 561)
table-row (36, 1728, 890, 1749)
signature-label: Ο Διοικητής του Συντάγματος (698, 1478, 876, 1493)
